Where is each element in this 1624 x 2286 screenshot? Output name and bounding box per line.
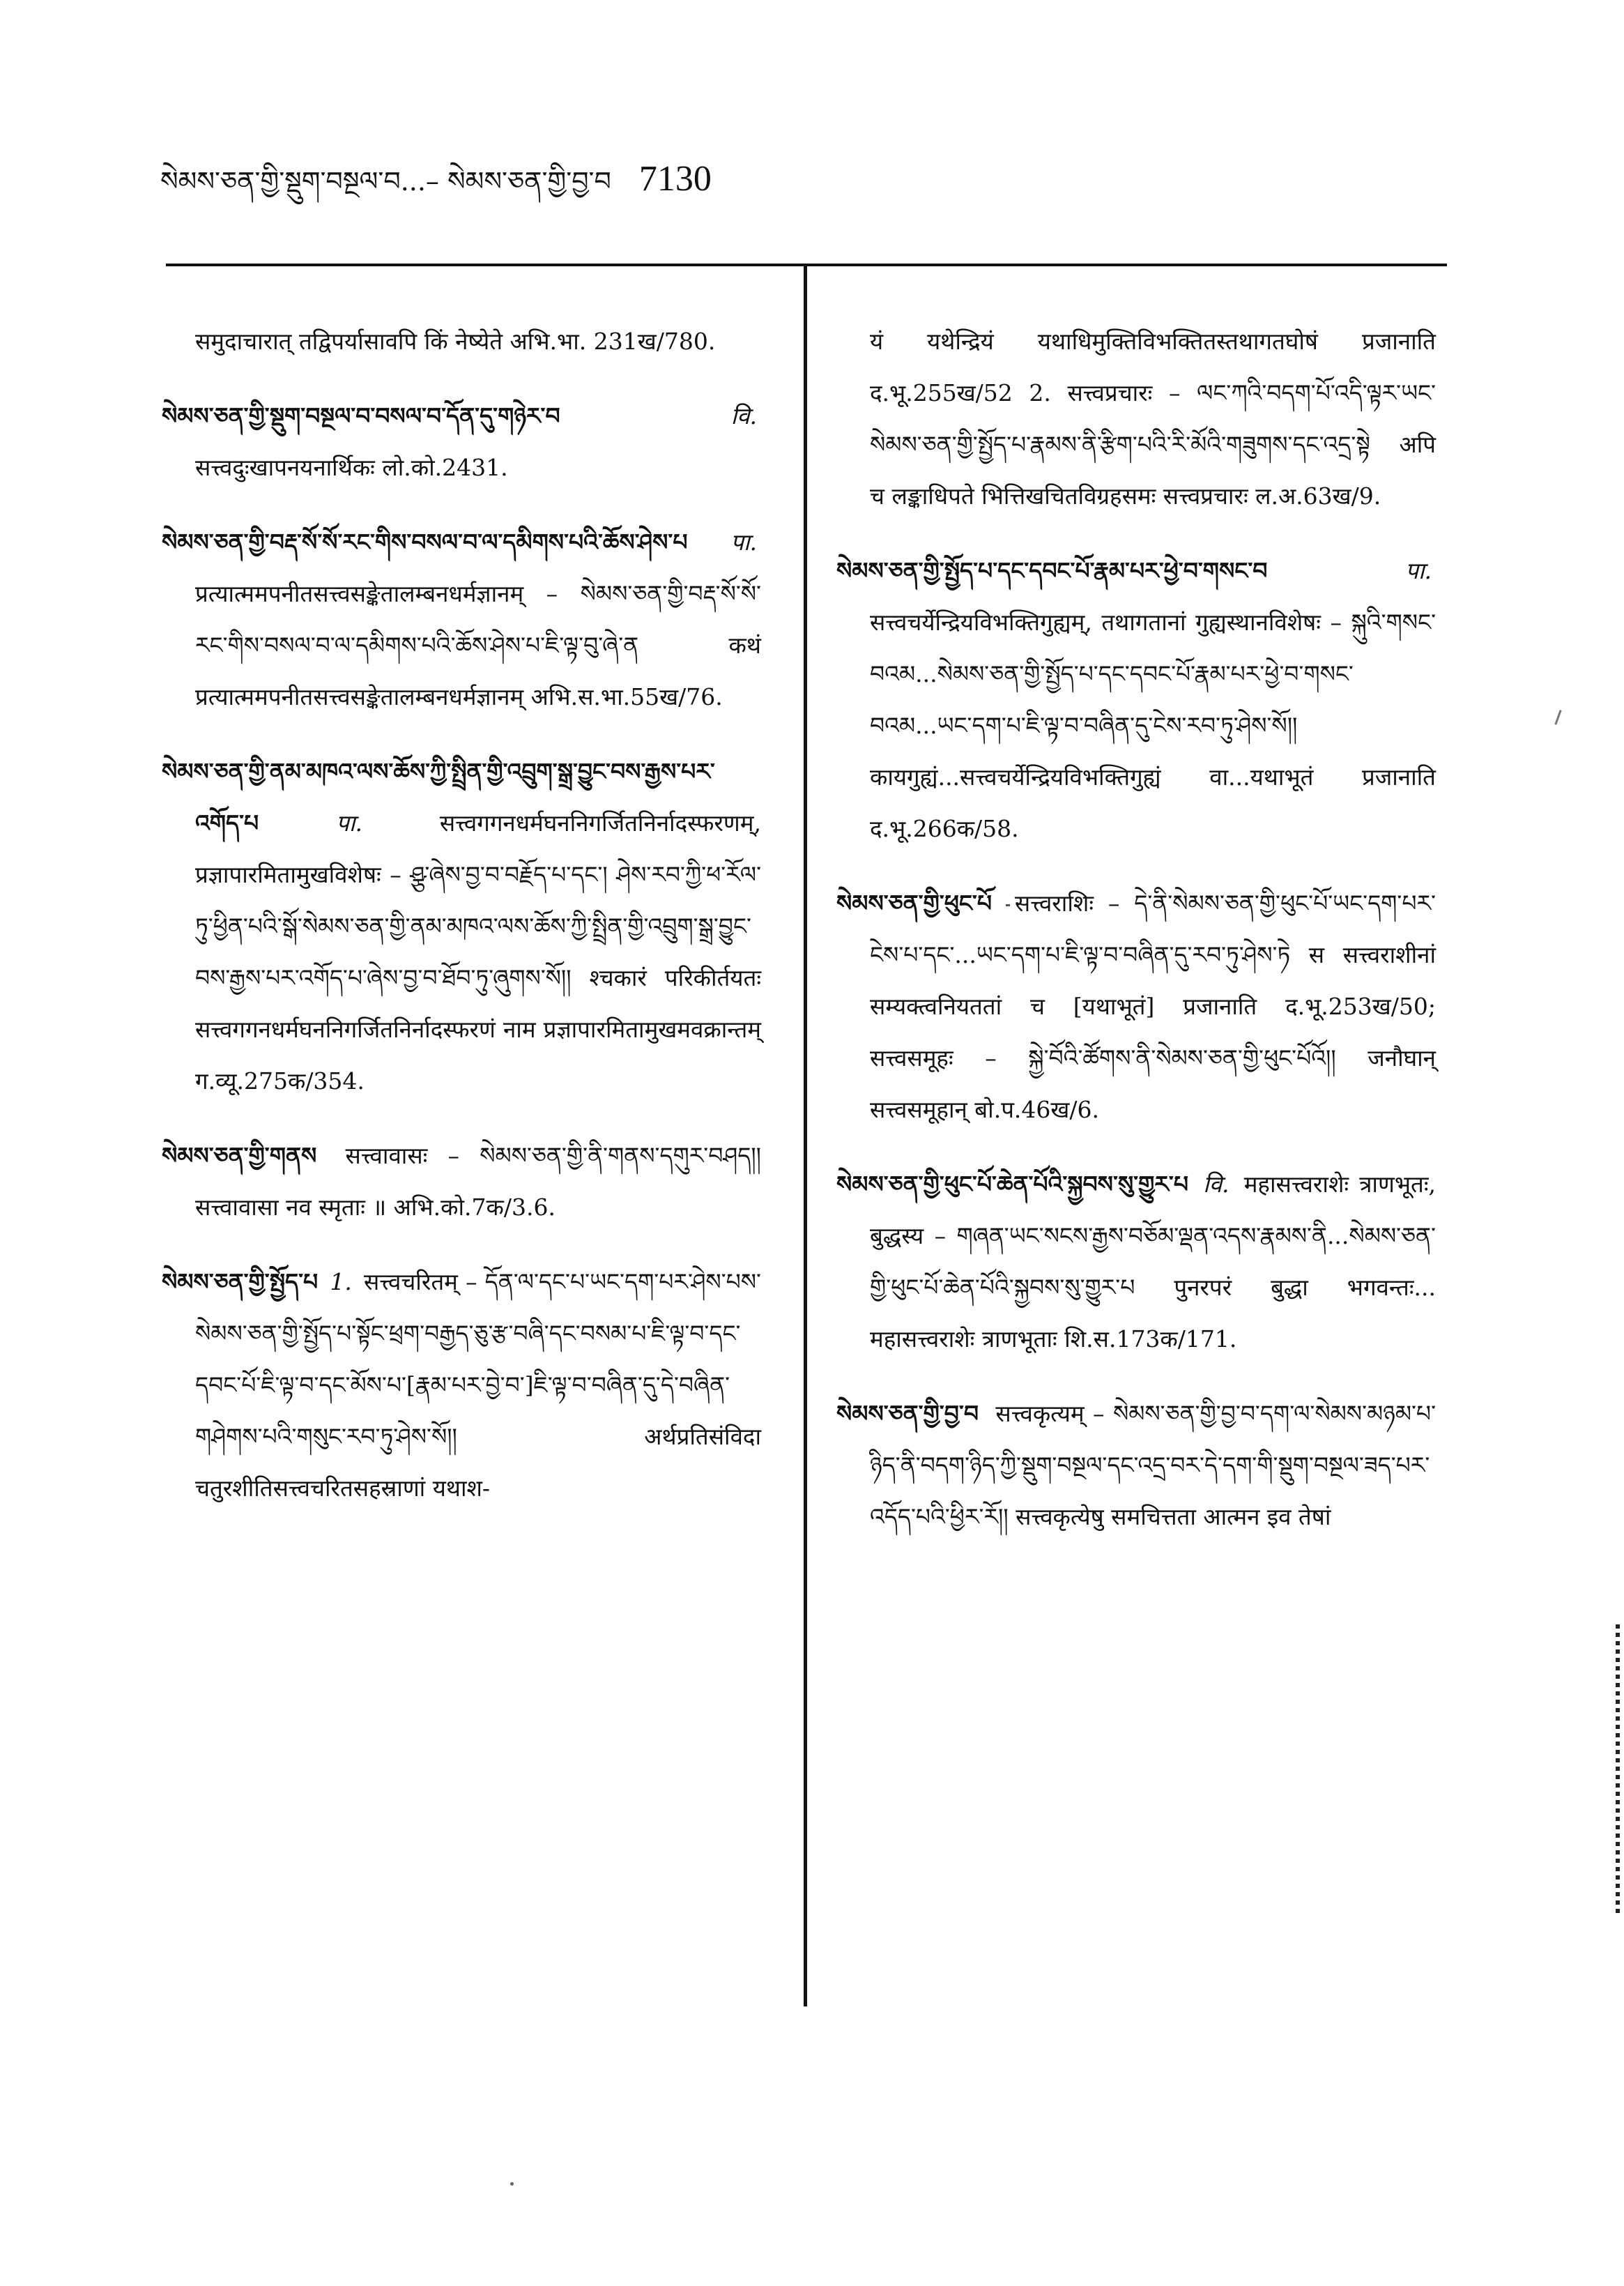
continuation-text: समुदाचारात् तद्विपर्यासावपि किं नेष्येते अभि.भा. 231ख/780. <box>195 328 716 355</box>
column-divider <box>804 264 807 2006</box>
dictionary-entry <box>162 1130 761 1233</box>
entry-label: 1. <box>330 1268 352 1295</box>
entry-body: सत्त्वराशिः – དེ་ནི་སེམས་ཅན་གྱི་ཕུང་པོ་ཡང་དག་པར་ངེས་པ་དང་...ཡང་དག་པ་ཇི་ལྟ་བ་བཞིན་དུ་རབ་ཏུ་ཤེས་ཏེ स सत्त्वराशीनां सम्यक्त्वनियततां च [यथाभूतं] प्रजानाति द.भू.253ख/50; सत्त्वसमूहः – སྐྱེ་བོའི་ཚོགས་ནི་སེམས་ཅན་གྱི་ཕུང་པོའོ།། जनौघान् सत्त्वसमूहान् बो.प.46ख/6. <box>870 890 1436 1123</box>
entry-label: वि. <box>1203 1171 1230 1198</box>
running-header <box>160 152 857 201</box>
entry-label: वि. <box>730 402 757 429</box>
entry-body: सत्त्वचर्येन्द्रियविभक्तिगुह्यम्, तथागतानां गुह्यस्थानविशेषः – སྐུའི་གསང་བའམ...སེམས་ཅན་གྱི་སྤྱོད་པ་དང་དབང་པོ་རྣམ་པར་ཕྱེ་བ་གསང་བའམ...ཡང་དག་པ་ཇི་ལྟ་བ་བཞིན་དུ་ངེས་རབ་ཏུ་ཤེས་སོ།། कायगुह्यं...सत्त्वचर्येन्द्रियविभक्तिगुह्यं वा...यथाभूतं प्रजानाति द.भू.266क/58. <box>870 609 1436 842</box>
entry-label: पा. <box>1405 557 1432 584</box>
entry-label: पा. <box>336 809 362 837</box>
header-title: སེམས་ཅན་གྱི་སྡུག་བསྔལ་བ...– སེམས་ཅན་གྱི་བྱ་བ <box>160 166 611 197</box>
entry-headword: སེམས་ཅན་གྱི་གནས <box>162 1142 317 1169</box>
right-column <box>836 293 1436 1564</box>
entry-body: सत्त्वावासः – སེམས་ཅན་གྱི་ནི་གནས་དགུར་བཤད།། सत्त्वावासा नव स्मृताः ॥ अभि.को.7क/3.6. <box>195 1142 761 1221</box>
scan-speck <box>510 2182 514 2186</box>
dictionary-entry <box>836 1388 1436 1543</box>
entry-headword: སེམས་ཅན་གྱི་ཕུང་པོ <box>836 890 993 917</box>
dictionary-entry <box>162 517 761 723</box>
entry-headword: སེམས་ཅན་གྱི་སྤྱོད་པ་དང་དབང་པོ་རྣམ་པར་ཕྱེ་བ་གསང་བ <box>836 557 1268 584</box>
dictionary-entry <box>836 545 1436 855</box>
dictionary-entry <box>836 878 1436 1136</box>
entry-body: सत्त्वकृत्यम् – སེམས་ཅན་གྱི་བྱ་བ་དག་ལ་སེམས་མཉམ་པ་ཉིད་ནི་བདག་ཉིད་ཀྱི་སྡུག་བསྔལ་དང་འདྲ་བར་དེ་དག་གི་སྡུག་བསྔལ་ཟད་པར་འདོད་པའི་ཕྱིར་རོ།། सत्त्वकृत्येषु समचित्तता आत्मन इव तेषां <box>870 1400 1437 1530</box>
dictionary-entry <box>162 390 761 494</box>
dictionary-entry <box>162 1256 761 1514</box>
scan-mark <box>1554 710 1561 725</box>
entry-body: सत्त्वगगनधर्मघननिगर्जितनिर्नादस्फरणम्, प्रज्ञापारमितामुखविशेषः – ཤྩ་ཞེས་བྱ་བ་བརྗོད་པ་དང་། ཤེས་རབ་ཀྱི་ཕ་རོལ་ཏུ་ཕྱིན་པའི་སྒོ་སེམས་ཅན་གྱི་ནམ་མཁའ་ལས་ཆོས་ཀྱི་སྤྲིན་གྱི་འབྲུག་སྒྲ་བྱུང་བས་རྒྱས་པར་འགོད་པ་ཞེས་བྱ་བ་ཐོབ་ཏུ་ཞུགས་སོ།། श्चकारं परिकीर्तयतः सत्त्वगगनधर्मघननिगर्जितनिर्नादस्फरणं नाम प्रज्ञापारमितामुखमवक्रान्तम् ग.व्यू.275क/354. <box>195 809 761 1095</box>
entry-body: सत्त्वचरितम् – དོན་ལ་དང་པ་ཡང་དག་པར་ཤེས་པས་སེམས་ཅན་གྱི་སྤྱོད་པ་སྟོང་ཕྲག་བརྒྱད་ཅུ་རྩ་བཞི་དང་བསམ་པ་ཇི་ལྟ་བ་དང་དབང་པོ་ཇི་ལྟ་བ་དང་མོས་པ་[རྣམ་པར་བྱེ་བ་]ཇི་ལྟ་བ་བཞིན་དུ་དེ་བཞིན་གཤེགས་པའི་གསུང་རབ་ཏུ་ཤེས་སོ།། अर्थप्रतिसंविदा चतुरशीतिसत्त्वचरितसहस्राणां यथाश- <box>195 1268 761 1502</box>
entry-body: सत्त्वदुःखापनयनार्थिकः लो.को.2431. <box>195 454 508 481</box>
entry-body: महासत्त्वराशेः त्राणभूतः, बुद्धस्य – གཞན་ཡང་སངས་རྒྱས་བཅོམ་ལྡན་འདས་རྣམས་ནི...སེམས་ཅན་གྱི་ཕུང་པོ་ཆེན་པོའི་སྐྱབས་སུ་གྱུར་པ पुनरपरं बुद्धा भगवन्तः... महासत्त्वराशेः त्राणभूताः शि.स.173क/171. <box>870 1171 1436 1352</box>
entry-headword: སེམས་ཅན་གྱི་བརྡ་སོ་སོ་རང་གིས་བསལ་བ་ལ་དམིགས་པའི་ཆོས་ཤེས་པ <box>162 528 688 556</box>
entry-headword: སེམས་ཅན་གྱི་སྡུག་བསྔལ་བ་བསལ་བ་དོན་དུ་གཉེར་བ <box>162 402 560 429</box>
entry-body: प्रत्यात्ममपनीतसत्त्वसङ्केतालम्बनधर्मज्ञानम् – སེམས་ཅན་གྱི་བརྡ་སོ་སོ་རང་གིས་བསལ་བ་ལ་དམིགས་པའི་ཆོས་ཤེས་པ་ཇི་ལྟ་བུ་ཞེ་ན कथं प्रत्यात्ममपनीतसत्त्वसङ्केतालम्बनधर्मज्ञानम् अभि.स.भा.55ख/76. <box>195 580 761 710</box>
entry-headword: སེམས་ཅན་གྱི་ཕུང་པོ་ཆེན་པོའི་སྐྱབས་སུ་གྱུར་པ <box>836 1171 1188 1198</box>
left-column <box>162 293 761 1535</box>
entry-label: पा. <box>730 528 757 556</box>
continuation-text: यं यथेन्द्रियं यथाधिमुक्तिविभक्तितस्तथागतघोषं प्रजानाति द.भू.255ख/52 2. सत्त्वप्रचारः – ལང་ཀའི་བདག་པོ་འདི་ལྟར་ཡང་སེམས་ཅན་གྱི་སྤྱོད་པ་རྣམས་ནི་རྩིག་པའི་རི་མོའི་གཟུགས་དང་འདྲ་སྟེ अपि च लङ्काधिपते भित्तिखचितविग्रहसमः सत्त्वप्रचारः ल.अ.63ख/9. <box>870 328 1436 510</box>
scan-edge-mark <box>1616 1624 1620 1917</box>
entry-headword: སེམས་ཅན་གྱི་སྤྱོད་པ <box>162 1268 319 1295</box>
dictionary-entry <box>836 1159 1436 1365</box>
entry-headword: སེམས་ཅན་གྱི་ནམ་མཁའ་ལས་ཆོས་ཀྱི་སྤྲིན་གྱི་འབྲུག་སྒྲ་བྱུང་བས་རྒྱས་པར་འགོད་པ <box>162 758 715 837</box>
entry-headword: སེམས་ཅན་གྱི་བྱ་བ <box>836 1400 979 1427</box>
scan-speck <box>1006 904 1010 906</box>
dictionary-entry <box>162 746 761 1107</box>
page-number: 7130 <box>638 159 712 199</box>
